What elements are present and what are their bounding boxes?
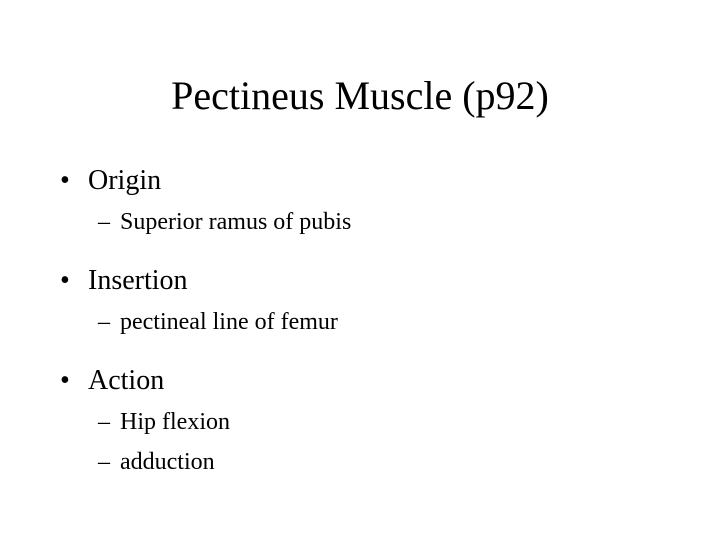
bullet-list — [60, 160, 680, 500]
sub-item — [98, 402, 680, 442]
bullet-origin — [60, 160, 680, 202]
dash-marker: – — [98, 209, 110, 235]
bullet-marker: • — [60, 165, 70, 196]
sub-list-insertion — [60, 302, 680, 342]
sub-item — [98, 442, 680, 482]
list-item-action — [60, 360, 680, 482]
list-item-insertion — [60, 260, 680, 342]
bullet-marker: • — [60, 265, 70, 296]
dash-marker: – — [98, 449, 110, 475]
dash-marker: – — [98, 409, 110, 435]
bullet-insertion — [60, 260, 680, 302]
sub-list-origin — [60, 202, 680, 242]
bullet-action — [60, 360, 680, 402]
sub-list-action — [60, 402, 680, 482]
bullet-label: Action — [88, 365, 165, 396]
sub-item-text: adduction — [120, 449, 215, 475]
slide-title: Pectineus Muscle (p92) — [171, 73, 549, 118]
dash-marker: – — [98, 309, 110, 335]
sub-item-text: pectineal line of femur — [120, 309, 338, 335]
sub-item — [98, 302, 680, 342]
sub-item-text: Hip flexion — [120, 409, 230, 435]
sub-item — [98, 202, 680, 242]
list-item-origin — [60, 160, 680, 242]
bullet-label: Origin — [88, 165, 162, 196]
bullet-label: Insertion — [88, 265, 188, 296]
bullet-marker: • — [60, 365, 70, 396]
sub-item-text: Superior ramus of pubis — [120, 209, 352, 235]
